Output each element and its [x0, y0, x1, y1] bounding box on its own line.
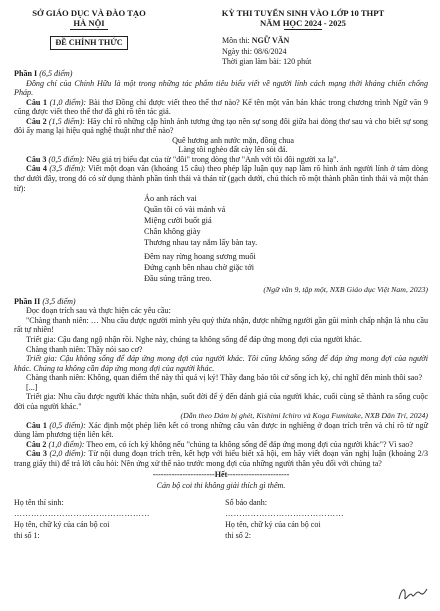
part1-title: Phần I [14, 68, 38, 78]
exam-header [14, 8, 428, 67]
poem-line: Chân không giày [144, 226, 201, 236]
date-label: Ngày thi: [222, 46, 252, 56]
candidate-number-field: …………………………………… [225, 509, 345, 519]
part1-heading [14, 69, 428, 79]
candidate-footer [14, 498, 428, 541]
end-mark: -----------------------Hết----------------------- [152, 470, 290, 480]
poem-excerpt [144, 194, 428, 249]
candidate-name-label: Họ tên thí sinh: [14, 498, 64, 508]
dialog-line: Triết gia: Cậu không sống để đáp ứng mong đợi của người khác. Tôi cũng không sống để đáp ứng mong đợi của người khác. Chúng ta không cần đáp ứng mong đợi của người khác. [14, 354, 428, 373]
dialog-line: Chàng thanh niên: Thầy nói sao cơ? [26, 344, 143, 354]
footer-left [14, 498, 217, 541]
part1-question1: Câu 1 (1,0 điểm): Bài thơ Đồng chí được viết theo thể thơ nào? Kể tên một văn bản khác trong chương trình Ngữ văn 9 cũng được viết theo thể thơ đã ghi rõ tên tác giả. [14, 97, 428, 117]
issuer-divider [70, 29, 108, 30]
dialog-line: Triết gia: Nhu cầu được người khác thừa nhận, suốt đời để ý đến đánh giá của người khác, cuối cùng sẽ thành ra sống cuộc đời của người khác." [14, 392, 428, 411]
issuer-line1: SỞ GIÁO DỤC VÀ ĐÀO TẠO [32, 8, 146, 18]
part1-question2: Câu 2 (1,5 điểm): Hãy chỉ rõ những cặp hình ảnh tương ứng tạo nên sự song đôi giữa hai dòng thơ sau và cho biết sự song đôi ấy mang lại hiệu quả nghệ thuật như thế nào? [14, 116, 428, 136]
end-note: Cán bộ coi thi không giải thích gì thêm. [156, 480, 286, 490]
footer-right [225, 498, 428, 541]
part2-heading [14, 297, 428, 307]
official-badge: ĐỀ CHÍNH THỨC [50, 36, 127, 50]
part2-title: Phần II [14, 296, 41, 306]
excerpt-source: (Dẫn theo Dám bị ghét, Kishimi Ichiro và Koga Fumitake, NXB Dân Trí, 2024) [180, 411, 428, 421]
candidate-number-label: Số báo danh: [225, 498, 267, 508]
subject-label: Môn thi: [222, 36, 250, 46]
poem-excerpt-2 [144, 252, 428, 285]
part1-points: (6,5 điểm) [39, 68, 73, 78]
title-divider [284, 29, 322, 30]
poem-line: Đêm nay rừng hoang sương muối [144, 251, 256, 261]
dialog-line: Triết gia: Cậu đang ngộ nhận rồi. Nghe này, chúng ta không sống để đáp ứng mong đợi của người khác. [26, 334, 362, 344]
candidate-name-field: ………………………………………… [14, 509, 150, 519]
exam-title: KỲ THI TUYỂN SINH VÀO LỚP 10 THPT [221, 8, 385, 18]
part1-q2-quote: Quê hương anh nước mặn, đồng chua Làng tôi nghèo đất cày lên sỏi đá. [172, 135, 294, 155]
proctor1-label: Họ tên, chữ ký của cán bộ coi thi số 1: [14, 519, 110, 540]
poem-line: Quần tôi có vài mảnh vá [144, 205, 226, 215]
part1-question4: Câu 4 (3,5 điểm): Viết một đoạn văn (khoảng 15 câu) theo phép lập luận quy nạp làm rõ hình ảnh người lính ở tám dòng thơ dưới đây, trong đó có sử dụng thành phần tình thái và thán từ (gạch dưới, chú thích rõ một thành phần tình thái và một thán từ): [14, 164, 428, 193]
part1-intro: Đồng chí của Chính Hữu là một trong những tác phẩm tiêu biểu viết về người lính cách mạng thời kháng chiến chống Pháp. [14, 78, 428, 98]
dialog-line: [...] [26, 382, 38, 392]
poem-line: Áo anh rách vai [144, 194, 197, 204]
time-text: Thời gian làm bài: 120 phút [222, 56, 312, 66]
part2-question1: Câu 1 (0,5 điểm): Xác định một phép liên kết có trong những câu văn được in nghiêng ở đoạn trích trên và chỉ rõ từ ngữ dùng làm phương tiện liên kết. [14, 420, 428, 440]
poem-line: Đứng cạnh bên nhau chờ giặc tới [144, 262, 255, 272]
part2-question2: Câu 2 (1,0 điểm): Theo em, có ích kỷ không nếu "chúng ta không sống để đáp ứng mong đợi của người khác"? Vì sao? [26, 439, 413, 449]
part2-intro: Đọc đoạn trích sau và thực hiện các yêu cầu: [26, 306, 171, 316]
issuer-block [14, 8, 164, 67]
poem-line: Thương nhau tay nắm lấy bàn tay. [144, 237, 258, 247]
part1-question3: Câu 3 (0,5 điểm): Nêu giá trị biểu đạt của từ "đôi" trong dòng thơ "Anh với tôi đôi người xa lạ". [26, 154, 339, 164]
poem-line: Đầu súng trăng treo. [144, 273, 212, 283]
issuer-line2: HÀ NỘI [73, 18, 105, 29]
proctor2-label: Họ tên, chữ ký của cán bộ coi thi số 2: [225, 519, 321, 540]
subject-value: NGỮ VĂN [251, 36, 290, 46]
date-value: 08/6/2024 [254, 46, 287, 56]
exam-year: NĂM HỌC 2024 - 2025 [260, 18, 346, 29]
dialog-line: "Chàng thanh niên: … Nhu cầu được người mình yêu quý thừa nhận, được những người gần gũi mình chấp nhận là nhu cầu rất tự nhiên! [14, 315, 428, 335]
part2-points: (3,5 điểm) [42, 296, 76, 306]
handwritten-signature [396, 583, 430, 605]
part2-question3: Câu 3 (2,0 điểm): Từ nội dung đoạn trích trên, kết hợp với hiểu biết xã hội, em hãy viết đoạn văn nghị luận (khoảng 2/3 trang giấy thi) để trả lời câu hỏi: Nên ứng xử thế nào trước mong đợi của những người thân yêu đối với chúng ta? [14, 449, 428, 468]
poem-source: (Ngữ văn 9, tập một, NXB Giáo dục Việt Nam, 2023) [263, 284, 428, 294]
poem-line: Miệng cười buốt giá [144, 215, 212, 225]
exam-title-block [178, 8, 428, 67]
dialog-line: Chàng thanh niên: Không, quan điểm thế này thì quá vị kỷ! Thầy đang bảo tôi cứ sống ích kỷ, chỉ nghĩ đến mình thôi sao? [26, 373, 423, 383]
exam-meta [178, 36, 428, 67]
